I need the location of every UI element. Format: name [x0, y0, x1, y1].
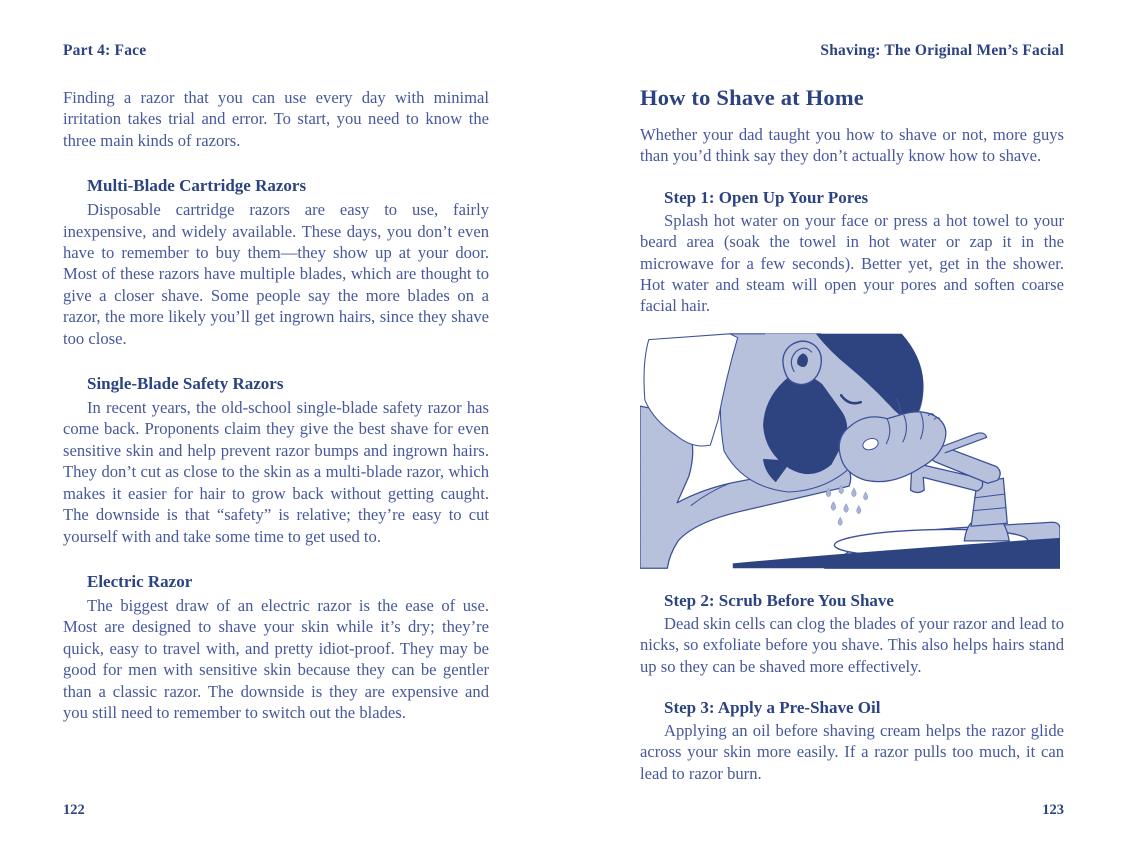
- page-number-right: 123: [1042, 802, 1064, 818]
- step-heading-3: Step 3: Apply a Pre-Shave Oil: [664, 698, 881, 718]
- illustration-man-washing-face: [640, 332, 1060, 570]
- page-title: How to Shave at Home: [640, 85, 864, 110]
- left-page: [63, 42, 489, 723]
- section-heading-electric: Electric Razor: [87, 571, 193, 591]
- step-body-1: Splash hot water on your face or press a hot towel to your beard area (soak the towel in hot water or zap it in the microwave for a few seconds). Better yet, get in the shower. Hot water and steam will open your pores and soften coarse facial hair.: [640, 210, 1064, 316]
- step-body-3: Applying an oil before shaving cream helps the razor glide across your skin more easily. If a razor pulls too much, it can lead to razor burn.: [640, 721, 1064, 783]
- section-heading-multi-blade: Multi-Blade Cartridge Razors: [87, 176, 307, 196]
- page-number-left: 122: [63, 802, 85, 818]
- running-head-right: Shaving: The Original Men’s Facial: [820, 42, 1064, 59]
- ear: [783, 341, 821, 384]
- running-head-left: Part 4: Face: [63, 42, 147, 59]
- step-heading-1: Step 1: Open Up Your Pores: [664, 187, 869, 207]
- section-body-multi-blade: Disposable cartridge razors are easy to use, fairly inexpensive, and widely available. These days, you don’t even have to remember to buy them—they show up at your door. Most of these razors have multiple blades, which are thought to give a closer shave. Some people say the more blades on a razor, the more likely you’ll get ingrown hairs, since they shave too close.: [63, 200, 489, 348]
- section-body-single-blade: In recent years, the old-school single-blade safety razor has come back. Proponents claim they give the best shave for even sensitive skin and help prevent razor bumps and ingrown hairs. They don’t cut as close to the skin as a multi-blade razor, which makes it easier for hair to grow back without getting caught. The downside is that “safety” is relative; they’re easy to cut yourself with and take some time to get used to.: [63, 398, 489, 546]
- section-heading-single-blade: Single-Blade Safety Razors: [87, 374, 284, 394]
- water-droplets: [826, 485, 868, 525]
- section-body-electric: The biggest draw of an electric razor is the ease of use. Most are designed to shave your skin while it’s dry; they’re quick, easy to travel with, and pretty idiot-proof. They may be good for men with sensitive skin because they can be gentler than a classic razor. The downside is they are expensive and you still need to remember to switch out the blades.: [63, 595, 489, 722]
- left-intro-paragraph: Finding a razor that you can use every day with minimal irritation takes trial and error. To start, you need to know the three main kinds of razors.: [63, 88, 489, 150]
- step-heading-2: Step 2: Scrub Before You Shave: [664, 590, 894, 610]
- counter: [733, 522, 1060, 568]
- right-intro-paragraph: Whether your dad taught you how to shave or not, more guys than you’d think say they don’t actually know how to shave.: [640, 125, 1064, 166]
- right-page: [640, 42, 1064, 784]
- step-body-2: Dead skin cells can clog the blades of your razor and lead to nicks, so exfoliate before you shave. This also helps hairs stand up so they can be shaved more effectively.: [640, 613, 1064, 676]
- washing-face-illustration: [640, 332, 1060, 570]
